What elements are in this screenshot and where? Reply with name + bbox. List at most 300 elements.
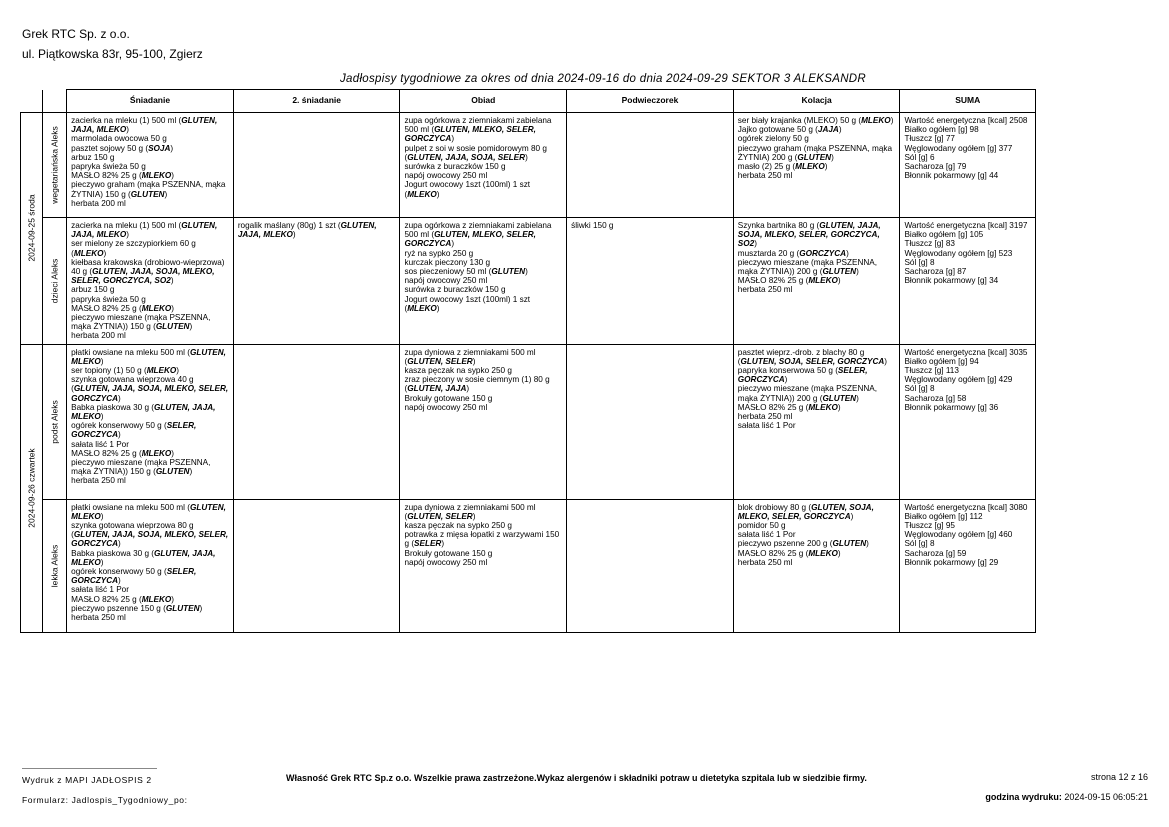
meal-cell: [733, 113, 900, 218]
meal-item: [71, 180, 229, 198]
meal-item-text: sałata liść 1 Por: [737, 530, 796, 540]
meal-item-suffix: ): [451, 134, 455, 144]
meal-item-text: surówka z buraczków 150 g: [404, 285, 506, 295]
meal-item-text: ryż na sypko 250 g: [404, 248, 474, 258]
meal-item-text: musztarda 20 g (: [737, 248, 800, 258]
allergen-list: MLEKO: [808, 402, 838, 412]
meal-item: [904, 558, 1031, 567]
allergen-list: GLUTEN, SELER: [407, 511, 473, 521]
meal-item-text: herbata 250 ml: [737, 412, 793, 422]
meal-item: [904, 549, 1031, 558]
meal-item-text: Białko ogółem [g] 98: [904, 125, 979, 135]
meal-item-suffix: ): [754, 239, 757, 249]
meal-item-suffix: ): [856, 267, 859, 277]
allergen-list: GLUTEN, SELER: [407, 356, 473, 366]
meal-item-text: blok drobiowy 80 g (: [737, 502, 812, 512]
meal-item: [738, 116, 896, 125]
meal-item: [71, 585, 229, 594]
meal-item-text: pieczywo graham (mąka PSZENNA, mąka ŻYTNIA) 200 g (: [737, 143, 893, 162]
meal-cell: [233, 344, 400, 499]
meal-item: [404, 171, 562, 180]
meal-item: [738, 503, 896, 521]
meal-item: [404, 530, 562, 548]
meal-item-text: papryka konserwowa 50 g (: [737, 366, 838, 376]
meal-item-text: Sól [g] 8: [904, 257, 935, 267]
meal-item: [404, 521, 562, 530]
allergen-list: GLUTEN, JAJA, MLEKO: [71, 402, 216, 422]
meal-item-suffix: ): [838, 125, 842, 135]
meal-item: [904, 171, 1031, 180]
meal-item-text: Brokuły gotowane 150 g: [404, 548, 493, 558]
meal-item-text: Węglowodany ogółem [g] 460: [904, 530, 1013, 540]
meal-cell: [67, 218, 234, 345]
meal-item-text: Białko ogółem [g] 112: [904, 511, 983, 521]
meal-item: [738, 285, 896, 294]
meal-item: [404, 144, 562, 162]
meal-item: [71, 440, 229, 449]
meal-item-text: śliwki 150 g: [571, 221, 614, 230]
meal-item-text: zupa ogórkowa z ziemniakami zabielana 500 ml (: [404, 116, 552, 135]
meal-item: [904, 512, 1031, 521]
meal-item-text: papryka świeża 50 g: [71, 162, 146, 172]
meal-item-suffix: ): [118, 539, 121, 549]
allergen-list: GLUTEN: [130, 189, 165, 199]
meal-item-suffix: ): [171, 303, 175, 313]
meal-item: [738, 162, 896, 171]
allergen-list: GLUTEN, SOJA, SELER, GORCZYCA: [740, 356, 885, 366]
printout-label: Wydruk z MAPI JADŁOSPIS 2: [22, 775, 152, 785]
meal-item-text: pieczywo mieszane (mąka PSZENNA, mąka ŻYTNIA)) 150 g (: [71, 313, 211, 332]
meal-item-text: napój owocowy 250 ml: [404, 557, 488, 567]
meal-item: [904, 521, 1031, 530]
meal-item-text: płatki owsiane na mleku 500 ml (: [71, 502, 190, 512]
company-address: ul. Piątkowska 83r, 95-100, Zgierz: [22, 47, 203, 61]
meal-item-text: ser mielony ze szczypiorkiem 60 g (: [71, 239, 196, 258]
allergen-list: MLEKO: [808, 276, 838, 286]
meal-item: [404, 249, 562, 258]
meal-item: [404, 295, 562, 313]
meal-item: [738, 421, 896, 430]
meal-item-suffix: ): [884, 356, 888, 366]
meal-item-text: papryka świeża 50 g: [71, 294, 146, 304]
meal-item: [738, 549, 896, 558]
meal-cell: [567, 344, 734, 499]
allergen-list: MLEKO: [407, 303, 437, 313]
diet-label: wegetariańska Aleks: [49, 126, 60, 204]
column-header: Podwieczorek: [567, 90, 734, 113]
meal-item: [71, 285, 229, 294]
meal-item-suffix: ): [100, 412, 104, 422]
meal-item-suffix: ): [176, 366, 180, 376]
meal-item-text: Szynka bartnika 80 g (: [737, 221, 820, 230]
meal-item: [71, 144, 229, 153]
meal-item: [71, 295, 229, 304]
meal-item-suffix: ): [118, 393, 121, 403]
meal-item-suffix: ): [831, 152, 834, 162]
meal-item-text: Sól [g] 8: [904, 384, 935, 394]
meal-item: [238, 221, 396, 239]
meal-item-text: rogalik maślany (80g) 1 szt (: [237, 221, 341, 230]
meal-item-text: herbata 250 ml: [737, 285, 793, 295]
meal-item-text: zraz pieczony w sosie ciemnym (1) 80 g (: [404, 375, 550, 394]
meal-item-text: pieczywo pszenne 200 g (: [737, 539, 833, 549]
meal-item: [71, 458, 229, 476]
allergen-list: SOJA: [148, 143, 171, 153]
meal-item: [904, 384, 1031, 393]
meal-item: [738, 412, 896, 421]
allergen-list: GLUTEN: [155, 322, 190, 332]
meal-item-suffix: ): [171, 171, 175, 181]
meal-item-text: szynka gotowana wieprzowa 40 g (: [71, 375, 194, 394]
meal-item: [738, 221, 896, 249]
meal-item-text: Tłuszcz [g] 83: [904, 239, 955, 249]
meal-item: [71, 503, 229, 521]
meal-cell: [233, 218, 400, 345]
meal-item: [71, 604, 229, 613]
meal-item: [71, 153, 229, 162]
allergen-list: GLUTEN: [155, 467, 190, 477]
ownership-notice: Własność Grek RTC Sp.z o.o. Wszelkie prawa zastrzeżone.Wykaz alergenów i składniki potraw u dietetyka szpitala lub w siedzibie firmy.: [286, 773, 867, 783]
diet-cell: [43, 344, 67, 499]
meal-item: [904, 153, 1031, 162]
allergen-list: MLEKO: [141, 171, 172, 181]
corner-cell: [21, 90, 43, 113]
meal-item-suffix: ): [292, 230, 296, 240]
allergen-list: MLEKO: [407, 189, 437, 199]
meal-item-text: MASŁO 82% 25 g (: [737, 276, 809, 286]
allergen-list: GLUTEN, JAJA, SOJA, MLEKO, SELER, GORCZYCA: [71, 384, 229, 403]
meal-item-text: zupa dyniowa z ziemniakami 500 ml (: [404, 502, 536, 521]
meal-item: [404, 348, 562, 366]
meal-item: [404, 549, 562, 558]
meal-item-text: herbata 250 ml: [71, 613, 126, 623]
meal-item-text: ser biały krajanka (MLEKO) 50 g (: [737, 116, 862, 125]
meal-item-suffix: ): [846, 248, 849, 258]
allergen-list: SELER, GORCZYCA: [71, 421, 197, 440]
meal-item: [404, 180, 562, 198]
meal-item: [904, 267, 1031, 276]
meal-item: [71, 403, 229, 421]
allergen-list: GLUTEN: [822, 267, 857, 277]
allergen-list: GLUTEN, MLEKO, SELER, GORCZYCA: [404, 125, 536, 144]
allergen-list: SELER: [414, 539, 442, 549]
meal-item-text: ogórek konserwowy 50 g (: [71, 421, 167, 431]
meal-item: [738, 144, 896, 162]
allergen-list: MLEKO: [795, 162, 825, 172]
meal-item-text: herbata 200 ml: [71, 331, 126, 341]
meal-item-suffix: ): [525, 267, 528, 277]
meal-item-suffix: ): [824, 162, 828, 172]
weekly-menu-table: [20, 89, 1036, 633]
meal-cell: [400, 218, 567, 345]
meal-item-suffix: ): [164, 189, 168, 199]
meal-item-suffix: ): [837, 276, 841, 286]
meal-item: [904, 375, 1031, 384]
meal-item-suffix: ): [837, 548, 841, 558]
meal-item-text: Wartość energetyczna [kcal] 2508: [904, 116, 1028, 125]
meal-item: [904, 394, 1031, 403]
meal-item: [404, 258, 562, 267]
meal-item: [71, 239, 229, 257]
form-label: Formularz: Jadlospis_Tygodniowy_po:: [22, 795, 188, 805]
meal-item-suffix: ): [890, 116, 894, 125]
meal-item: [738, 366, 896, 384]
allergen-list: SELER, GORCZYCA: [737, 366, 868, 385]
meal-item: [71, 331, 229, 340]
meal-item-text: pieczywo mieszane (mąka PSZENNA, mąka ŻYTNIA)) 150 g (: [71, 458, 211, 477]
meal-item-text: pieczywo mieszane (mąka PSZENNA, mąka ŻYTNIA)) 200 g (: [737, 384, 878, 403]
meal-item: [904, 249, 1031, 258]
column-header: Obiad: [400, 90, 567, 113]
diet-label: podst Aleks: [49, 399, 60, 444]
meal-item-text: ogórek konserwowy 50 g (: [71, 567, 167, 577]
meal-item-text: Błonnik pokarmowy [g] 36: [904, 402, 999, 412]
meal-item: [71, 449, 229, 458]
meal-item-text: MASŁO 82% 25 g (: [71, 448, 142, 458]
header-row: [21, 90, 1036, 113]
meal-item: [404, 403, 562, 412]
meal-cell: [400, 113, 567, 218]
diet-cell: [43, 218, 67, 345]
meal-item: [404, 276, 562, 285]
table-row: [21, 499, 1036, 632]
meal-item-text: MASŁO 82% 25 g (: [71, 303, 142, 313]
meal-item-text: zupa ogórkowa z ziemniakami zabielana 500 ml (: [404, 221, 552, 240]
meal-item-text: masło (2) 25 g (: [737, 162, 796, 172]
meal-item-suffix: ): [866, 539, 869, 549]
meal-item: [71, 258, 229, 286]
corner-cell: [43, 90, 67, 113]
meal-item: [404, 162, 562, 171]
meal-item-text: kasza pęczak na sypko 250 g: [404, 366, 512, 376]
meal-item-text: arbuz 150 g: [71, 152, 115, 162]
meal-item-text: Sacharoza [g] 79: [904, 162, 967, 172]
meal-item-suffix: ): [189, 467, 193, 477]
table-row: [21, 218, 1036, 345]
print-time-value: 2024-09-15 06:05:21: [1064, 792, 1148, 802]
print-time: [985, 792, 1148, 802]
meal-item: [404, 116, 562, 144]
allergen-list: SELER, GORCZYCA: [71, 567, 197, 586]
meal-item-suffix: ): [436, 303, 440, 313]
meal-item: [738, 348, 896, 366]
meal-item-text: Sacharoza [g] 59: [904, 548, 967, 558]
meal-item-text: Węglowodany ogółem [g] 429: [904, 375, 1013, 385]
meal-item: [904, 357, 1031, 366]
diet-cell: [43, 499, 67, 632]
meal-item-text: MASŁO 82% 25 g (: [71, 171, 142, 181]
meal-item-text: ser topiony (1) 50 g (: [71, 366, 147, 376]
footer-print-info: [22, 770, 188, 810]
meal-item-suffix: ): [525, 152, 528, 162]
meal-item: [71, 375, 229, 403]
meal-item-text: napój owocowy 250 ml: [404, 171, 488, 181]
allergen-list: GLUTEN: [797, 152, 832, 162]
meal-item: [904, 539, 1031, 548]
allergen-list: GLUTEN: [822, 393, 857, 403]
meal-item: [904, 144, 1031, 153]
meal-item-text: zacierka na mleku (1) 500 ml (: [71, 221, 182, 230]
meal-item: [404, 375, 562, 393]
meal-item-suffix: ): [441, 539, 445, 549]
meal-item: [738, 276, 896, 285]
meal-item-suffix: ): [103, 248, 107, 258]
allergen-list: MLEKO: [73, 248, 104, 258]
page-number: strona 12 z 16: [1090, 772, 1148, 782]
meal-item-text: herbata 250 ml: [737, 557, 793, 567]
diet-label: lekka Aleks: [49, 544, 60, 587]
allergen-list: GLUTEN, JAJA, MLEKO: [71, 548, 216, 567]
meal-item: [738, 530, 896, 539]
meal-item-text: marmolada owocowa 50 g: [71, 134, 167, 144]
meal-item-suffix: ): [436, 189, 440, 199]
meal-item-text: Sacharoza [g] 58: [904, 393, 967, 403]
allergen-list: GLUTEN, JAJA: [407, 384, 467, 394]
meal-item: [71, 421, 229, 439]
meal-item-text: Sól [g] 6: [904, 152, 935, 162]
meal-item-text: Jogurt owocowy 1szt (100ml) 1 szt (: [404, 180, 531, 199]
meal-item: [71, 549, 229, 567]
meal-item: [904, 403, 1031, 412]
meal-item-text: ogórek zielony 50 g: [737, 134, 809, 144]
allergen-list: GLUTEN, JAJA, SOJA, MLEKO, SELER, GORCZYCA, SO2: [737, 221, 881, 249]
date-label: 2024-09-26 czwartek: [25, 448, 36, 528]
meal-item-text: Brokuły gotowane 150 g: [404, 393, 493, 403]
meal-item-suffix: ): [472, 356, 476, 366]
meal-item: [904, 276, 1031, 285]
meal-cell: [67, 499, 234, 632]
allergen-list: GLUTEN, JAJA, SOJA, MLEKO, SELER, GORCZYCA: [71, 530, 229, 549]
meal-item: [404, 503, 562, 521]
meal-cell: [567, 113, 734, 218]
meal-item: [904, 162, 1031, 171]
meal-item: [738, 539, 896, 548]
meal-cell: [233, 113, 400, 218]
meal-item: [71, 476, 229, 485]
meal-item-text: Błonnik pokarmowy [g] 34: [904, 276, 999, 286]
meal-item-suffix: ): [451, 239, 455, 249]
meal-item-text: pasztet sojowy 50 g (: [71, 143, 149, 153]
allergen-list: MLEKO: [861, 116, 891, 125]
meal-cell: [900, 344, 1036, 499]
meal-item-text: pieczywo pszenne 150 g (: [71, 603, 166, 613]
meal-item-text: Tłuszcz [g] 77: [904, 134, 955, 144]
meal-item-text: sos pieczeniowy 50 ml (: [404, 267, 492, 277]
meal-item-text: herbata 200 ml: [71, 198, 126, 208]
meal-item-text: sałata liść 1 Por: [737, 421, 796, 431]
meal-item-text: kiełbasa krakowska (drobiowo-wieprzowa) 40 g (: [71, 257, 225, 277]
meal-item: [738, 521, 896, 530]
meal-item-suffix: ): [784, 375, 788, 385]
meal-item-text: pulpet z soi w sosie pomidorowym 80 g (: [404, 143, 547, 162]
meal-item-text: Białko ogółem [g] 94: [904, 356, 979, 366]
meal-item-suffix: ): [472, 511, 476, 521]
meal-item: [71, 134, 229, 143]
meal-item: [71, 221, 229, 239]
allergen-list: GLUTEN, JAJA, MLEKO: [71, 116, 218, 135]
allergen-list: GORCZYCA: [799, 248, 847, 258]
meal-item: [404, 221, 562, 249]
meal-item: [71, 366, 229, 375]
column-header: 2. śniadanie: [233, 90, 400, 113]
meal-item: [738, 171, 896, 180]
meal-item-suffix: ): [170, 143, 174, 153]
meal-cell: [233, 499, 400, 632]
meal-item-text: zupa dyniowa z ziemniakami 500 ml (: [404, 347, 536, 366]
meal-item: [738, 403, 896, 412]
meal-item-text: kasza pęczak na sypko 250 g: [404, 521, 512, 531]
company-info: [22, 24, 203, 64]
column-header: Śniadanie: [67, 90, 234, 113]
meal-item-text: kurczak pieczony 130 g: [404, 257, 491, 267]
allergen-list: GLUTEN, JAJA, MLEKO: [71, 221, 218, 240]
diet-label: dzieci Aleks: [49, 258, 60, 304]
meal-item-text: pomidor 50 g: [737, 521, 786, 531]
meal-item-text: Wartość energetyczna [kcal] 3080: [904, 502, 1028, 512]
meal-cell: [567, 499, 734, 632]
meal-item-text: Błonnik pokarmowy [g] 44: [904, 171, 999, 181]
allergen-list: GLUTEN, JAJA, SOJA, SELER: [407, 152, 526, 162]
allergen-list: MLEKO: [141, 594, 172, 604]
meal-cell: [67, 113, 234, 218]
meal-item-text: MASŁO 82% 25 g (: [71, 594, 142, 604]
meal-item-suffix: ): [466, 384, 470, 394]
meal-cell: [400, 344, 567, 499]
meal-item: [738, 125, 896, 134]
meal-item: [404, 394, 562, 403]
meal-item-suffix: ): [199, 603, 203, 613]
meal-item-text: pasztet wieprz.-drob. z blachy 80 g (: [737, 347, 865, 366]
meal-item-suffix: ): [856, 393, 859, 403]
allergen-list: MLEKO: [146, 366, 177, 376]
meal-item-text: zacierka na mleku (1) 500 ml (: [71, 116, 182, 125]
allergen-list: JAJA: [817, 125, 839, 135]
meal-cell: [400, 499, 567, 632]
menu-body: [21, 113, 1036, 633]
meal-item: [71, 116, 229, 134]
meal-item-suffix: ): [170, 276, 174, 286]
meal-item-suffix: ): [118, 576, 121, 586]
diet-cell: [43, 113, 67, 218]
meal-item: [71, 304, 229, 313]
meal-item: [571, 221, 729, 230]
meal-cell: [900, 218, 1036, 345]
allergen-list: GLUTEN, MLEKO: [71, 347, 226, 366]
meal-item-text: pieczywo mieszane (mąka PSZENNA, mąka ŻYTNIA)) 200 g (: [737, 257, 878, 277]
meal-cell: [67, 344, 234, 499]
allergen-list: GLUTEN, JAJA, MLEKO: [237, 221, 377, 240]
meal-item-suffix: ): [118, 430, 121, 440]
meal-item: [71, 348, 229, 366]
footer-rule: [22, 768, 157, 769]
meal-item-text: Babka piaskowa 30 g (: [71, 548, 155, 558]
meal-item-text: szynka gotowana wieprzowa 80 g (: [71, 521, 194, 540]
date-label: 2024-09-25 środa: [25, 194, 36, 262]
allergen-list: GLUTEN, MLEKO, SELER, GORCZYCA: [404, 230, 536, 249]
meal-item-text: Tłuszcz [g] 113: [904, 366, 959, 376]
allergen-list: MLEKO: [141, 448, 172, 458]
meal-item: [404, 267, 562, 276]
meal-item-text: pieczywo graham (mąka PSZENNA, mąka ŻYTNIA) 150 g (: [71, 180, 226, 199]
column-header: SUMA: [900, 90, 1036, 113]
meal-item-text: MASŁO 82% 25 g (: [737, 402, 809, 412]
meal-item: [904, 125, 1031, 134]
meal-item: [904, 230, 1031, 239]
meal-item-text: płatki owsiane na mleku 500 ml (: [71, 347, 190, 357]
meal-item-text: Białko ogółem [g] 105: [904, 230, 984, 240]
meal-item: [71, 613, 229, 622]
date-cell: [21, 344, 43, 632]
